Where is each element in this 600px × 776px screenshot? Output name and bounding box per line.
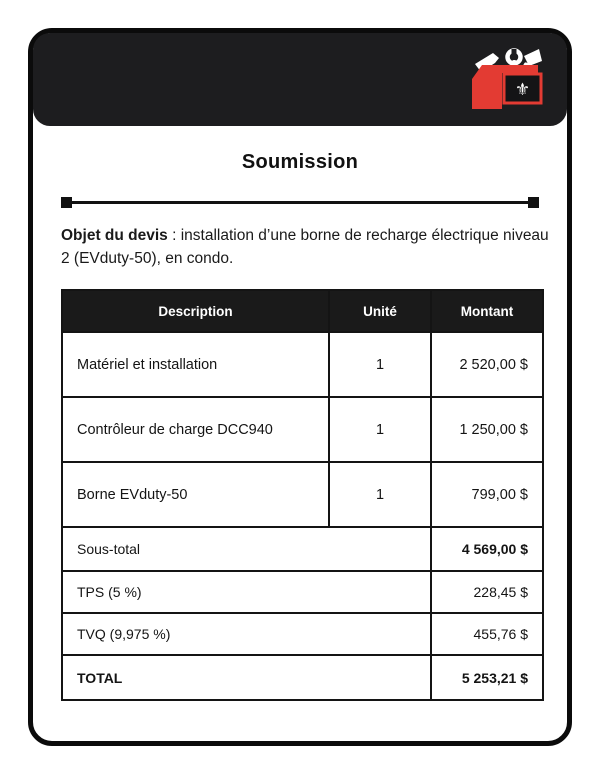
table-header-row	[62, 290, 543, 332]
quote-table	[61, 289, 544, 701]
toolbox-body	[472, 65, 541, 109]
tps-label: TPS (5 %)	[62, 571, 431, 613]
item-amount: 799,00 $	[431, 462, 543, 527]
tvq-amount: 455,76 $	[431, 613, 543, 655]
item-unit: 1	[329, 462, 431, 527]
header-bar	[33, 33, 567, 126]
subtotal-amount: 4 569,00 $	[431, 527, 543, 571]
table-row-item-3	[62, 462, 543, 527]
item-amount: 1 250,00 $	[431, 397, 543, 462]
total-amount: 5 253,21 $	[431, 655, 543, 700]
table-row-subtotal	[62, 527, 543, 571]
col-header-description: Description	[62, 290, 329, 332]
col-header-amount: Montant	[431, 290, 543, 332]
quote-subject-text: : installation d’une borne de recharge électrique niveau 2 (EVduty-50), en condo.	[61, 227, 549, 267]
table-row-item-2	[62, 397, 543, 462]
item-description: Borne EVduty-50	[62, 462, 329, 527]
item-unit: 1	[329, 397, 431, 462]
table-row-item-1	[62, 332, 543, 397]
divider-right-cap	[528, 197, 539, 208]
title-divider	[61, 197, 539, 207]
table-row-tps	[62, 571, 543, 613]
item-amount: 2 520,00 $	[431, 332, 543, 397]
table-row-total	[62, 655, 543, 700]
divider-line	[65, 201, 535, 204]
page-title: Soumission	[241, 151, 359, 173]
toolbox-logo-icon	[467, 47, 545, 113]
tps-amount: 228,45 $	[431, 571, 543, 613]
table-row-tvq	[62, 613, 543, 655]
quote-card	[28, 28, 572, 746]
item-description: Contrôleur de charge DCC940	[62, 397, 329, 462]
quote-subject-label: Objet du devis	[61, 227, 168, 244]
subtotal-label: Sous-total	[62, 527, 431, 571]
fleur-de-lis-icon: ⚜	[514, 80, 531, 100]
col-header-unit: Unité	[329, 290, 431, 332]
item-unit: 1	[329, 332, 431, 397]
tvq-label: TVQ (9,975 %)	[62, 613, 431, 655]
quote-subject	[61, 224, 551, 270]
total-label: TOTAL	[62, 655, 431, 700]
item-description: Matériel et installation	[62, 332, 329, 397]
